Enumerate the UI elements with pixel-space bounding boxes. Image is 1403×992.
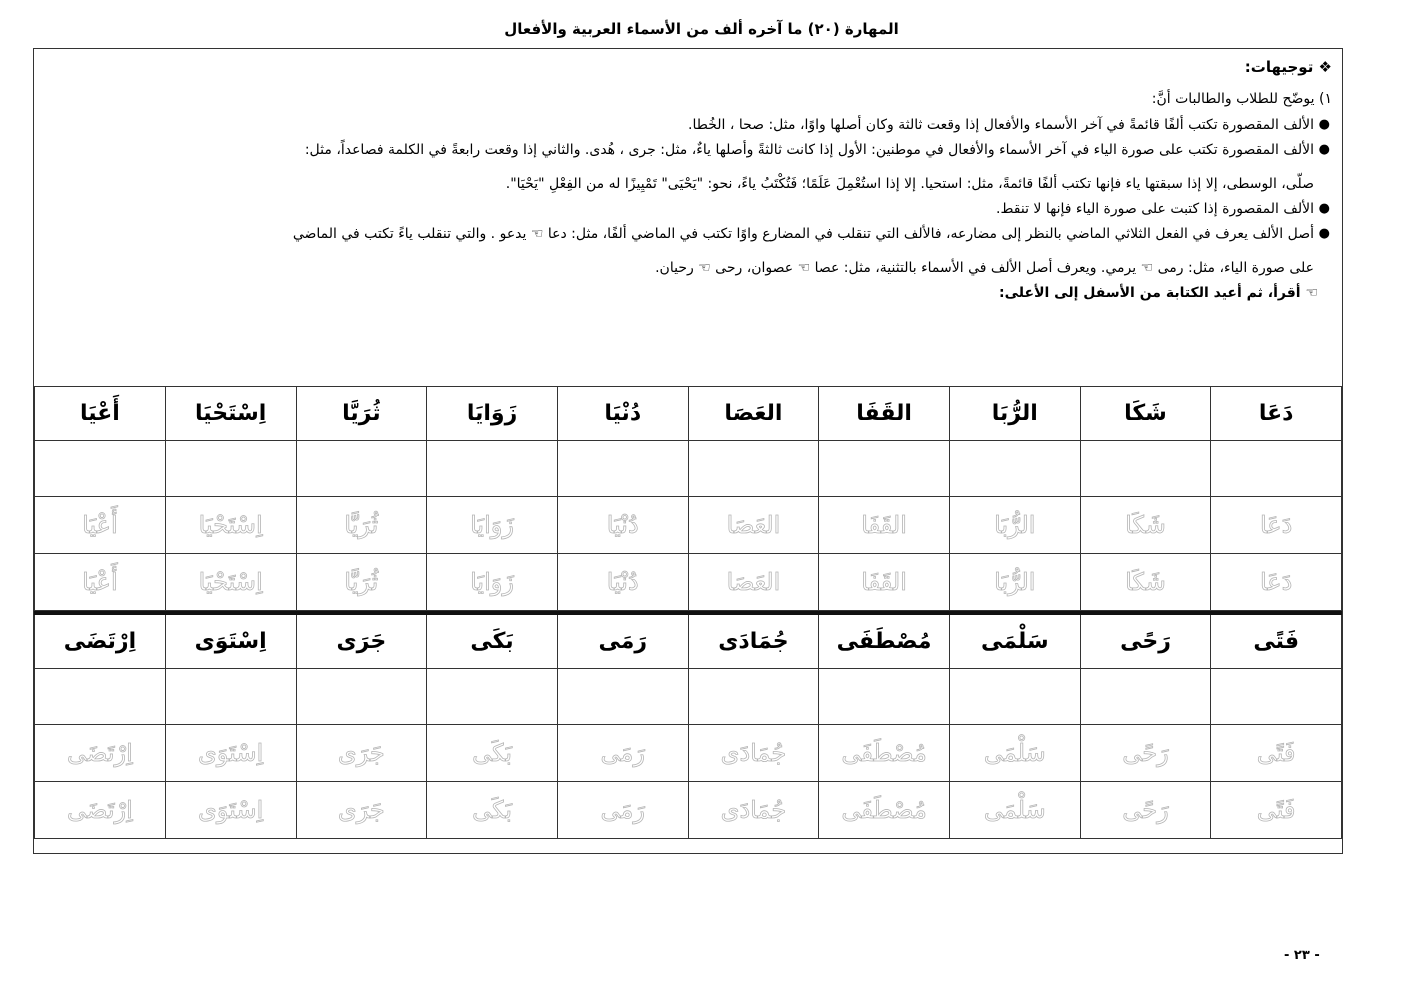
trace-cell[interactable] xyxy=(427,554,558,611)
trace-cell[interactable] xyxy=(296,554,427,611)
word-cell: اِسْتَحْيَا xyxy=(165,387,296,441)
trace-cell[interactable] xyxy=(819,554,950,611)
trace-word: اِسْتَحْيَا xyxy=(198,511,263,539)
trace-cell[interactable] xyxy=(949,497,1080,554)
trace-word: دَعَا xyxy=(1259,568,1293,596)
trace-cell[interactable] xyxy=(688,725,819,782)
trace-cell[interactable] xyxy=(427,497,558,554)
rule-text-2-line2: صلّى، الوسطى، إلا إذا سبقتها ياء فإنها تكتب ألفًا قائمةً، مثل: استحيا. إلا إذا استُعْمِلَ عَلَمًا؛ فَتُكْتَبُ ياءً، نحو: "يَحْيَى" تَمْيِيزًا له من الفِعْلِ "يَحْيَا". xyxy=(505,176,1314,192)
trace-word: رَمَى xyxy=(600,796,645,824)
trace-word: أَعْيَا xyxy=(82,511,118,539)
trace-row xyxy=(35,782,1342,839)
trace-cell[interactable] xyxy=(1211,497,1342,554)
instructions-section xyxy=(34,49,1342,386)
writing-cell[interactable] xyxy=(1080,669,1211,725)
writing-row xyxy=(35,669,1342,725)
word-cell: فَتًى xyxy=(1211,613,1342,669)
trace-cell[interactable] xyxy=(35,782,166,839)
trace-word: اِرْتَضَى xyxy=(67,739,133,767)
trace-cell[interactable] xyxy=(35,554,166,611)
bullet-dot-icon: ● xyxy=(1318,226,1330,241)
trace-word: زَوَايَا xyxy=(470,568,514,596)
bullet-dot-icon: ● xyxy=(1318,117,1330,132)
trace-row xyxy=(35,725,1342,782)
trace-word: زَوَايَا xyxy=(470,511,514,539)
writing-cell[interactable] xyxy=(165,441,296,497)
trace-cell[interactable] xyxy=(819,725,950,782)
word-cell: سَلْمَى xyxy=(949,613,1080,669)
rule-text-3: الألف المقصورة إذا كتبت على صورة الياء فإنها لا تنقط. xyxy=(996,201,1314,217)
trace-word: مُصْطَفَى xyxy=(841,739,927,767)
writing-cell[interactable] xyxy=(688,669,819,725)
writing-cell[interactable] xyxy=(557,669,688,725)
trace-word: شَكَا xyxy=(1125,568,1166,596)
worksheet-frame xyxy=(33,48,1343,854)
exercise-prompt: ☜ أقرأ، ثم أعيد الكتابة من الأسفل إلى الأعلى: xyxy=(999,285,1318,301)
trace-cell[interactable] xyxy=(688,554,819,611)
bullet-dot-icon: ● xyxy=(1318,201,1330,216)
word-cell: مُصْطَفَى xyxy=(819,613,950,669)
trace-word: اِسْتَوَى xyxy=(198,739,264,767)
rule-bullet-2 xyxy=(44,140,1332,194)
writing-cell[interactable] xyxy=(557,441,688,497)
trace-cell[interactable] xyxy=(35,497,166,554)
trace-cell[interactable] xyxy=(557,554,688,611)
trace-cell[interactable] xyxy=(557,497,688,554)
rule-text-4-line2: على صورة الياء، مثل: رمى ☜ يرمي. ويعرف أصل الألف في الأسماء بالتثنية، مثل: عصا ☜ عصوان، رحى ☜ رحيان. xyxy=(655,260,1314,276)
trace-word: القَفَا xyxy=(861,511,907,539)
instructions-heading: ❖ توجيهات: xyxy=(1244,58,1332,76)
word-cell: رَمَى xyxy=(557,613,688,669)
trace-cell[interactable] xyxy=(296,782,427,839)
page-title: المهارة (٢٠) ما آخره ألف من الأسماء العربية والأفعال xyxy=(504,20,899,38)
trace-word: الرُّبَا xyxy=(994,568,1036,596)
trace-cell[interactable] xyxy=(296,497,427,554)
rule-text-1: الألف المقصورة تكتب ألفًا قائمةً في آخر الأسماء والأفعال إذا وقعت ثالثة وكان أصلها واوًا، مثل: صحا ، الخُطا. xyxy=(688,117,1314,133)
trace-cell[interactable] xyxy=(165,782,296,839)
word-cell: القَفَا xyxy=(819,387,950,441)
trace-word: القَفَا xyxy=(861,568,907,596)
trace-word: العَصَا xyxy=(726,568,781,596)
trace-word: دَعَا xyxy=(1259,511,1293,539)
writing-cell[interactable] xyxy=(35,441,166,497)
trace-word: رَحًى xyxy=(1122,796,1169,824)
trace-cell[interactable] xyxy=(1080,497,1211,554)
trace-row xyxy=(35,497,1342,554)
word-cell: جُمَادَى xyxy=(688,613,819,669)
trace-word: رَحًى xyxy=(1122,739,1169,767)
word-cell: زَوَايَا xyxy=(427,387,558,441)
trace-word: دُنْيَا xyxy=(606,568,639,596)
trace-cell[interactable] xyxy=(165,725,296,782)
trace-cell[interactable] xyxy=(427,725,558,782)
trace-cell[interactable] xyxy=(165,497,296,554)
trace-cell[interactable] xyxy=(949,725,1080,782)
writing-cell[interactable] xyxy=(819,441,950,497)
trace-cell[interactable] xyxy=(557,725,688,782)
word-cell: جَرَى xyxy=(296,613,427,669)
writing-cell[interactable] xyxy=(1211,441,1342,497)
bullet-dot-icon: ● xyxy=(1318,142,1330,157)
writing-cell[interactable] xyxy=(819,669,950,725)
trace-cell[interactable] xyxy=(688,782,819,839)
writing-cell[interactable] xyxy=(1211,669,1342,725)
trace-word: فَتًى xyxy=(1256,739,1296,767)
writing-cell[interactable] xyxy=(165,669,296,725)
word-cell: اِرْتَضَى xyxy=(35,613,166,669)
rule-text-4-line1: أصل الألف يعرف في الفعل الثلاثي الماضي بالنظر إلى مضارعه، فالألف التي تنقلب في المضارع واوًا تكتب في الماضي ألفًا، مثل: دعا ☜ يدعو . والتي تنقلب ياءً تكتب في الماضي xyxy=(292,226,1314,242)
writing-cell[interactable] xyxy=(427,669,558,725)
trace-cell[interactable] xyxy=(1080,782,1211,839)
writing-cell[interactable] xyxy=(296,669,427,725)
word-cell: شَكَا xyxy=(1080,387,1211,441)
writing-cell[interactable] xyxy=(35,669,166,725)
trace-cell[interactable] xyxy=(296,725,427,782)
trace-word: فَتًى xyxy=(1256,796,1296,824)
trace-cell[interactable] xyxy=(819,782,950,839)
trace-cell[interactable] xyxy=(1211,554,1342,611)
word-cell: أَعْيَا xyxy=(35,387,166,441)
writing-cell[interactable] xyxy=(949,669,1080,725)
instructions-intro: ١) يوضّح للطلاب والطالبات أنَّ: xyxy=(1151,91,1332,107)
trace-cell[interactable] xyxy=(1211,725,1342,782)
rule-text-2-line1: الألف المقصورة تكتب على صورة الياء في آخر الأسماء والأفعال في موطنين: الأول إذا كانت ثالثةً وأصلها ياءٌ، مثل: جرى ، هُدى. والثاني إذا وقعت رابعةً في الكلمة فصاعداً، مثل: xyxy=(304,142,1314,158)
trace-word: سَلْمَى xyxy=(983,739,1046,767)
word-cell: دُنْيَا xyxy=(557,387,688,441)
trace-word: جُمَادَى xyxy=(720,739,787,767)
trace-word: بَكَى xyxy=(472,796,512,824)
practice-table-1 xyxy=(34,386,1342,611)
word-cell: اِسْتَوَى xyxy=(165,613,296,669)
rule-bullet-1 xyxy=(44,115,1332,135)
trace-word: جُمَادَى xyxy=(720,796,787,824)
trace-word: سَلْمَى xyxy=(983,796,1046,824)
trace-cell[interactable] xyxy=(557,782,688,839)
word-cell: الرُّبَا xyxy=(949,387,1080,441)
rule-bullet-4 xyxy=(44,224,1332,278)
writing-cell[interactable] xyxy=(296,441,427,497)
word-cell: رَحًى xyxy=(1080,613,1211,669)
trace-word: رَمَى xyxy=(600,739,645,767)
writing-cell[interactable] xyxy=(427,441,558,497)
trace-cell[interactable] xyxy=(427,782,558,839)
trace-word: جَرَى xyxy=(337,739,385,767)
trace-word: اِسْتَوَى xyxy=(198,796,264,824)
practice-table-2 xyxy=(34,611,1342,839)
trace-word: دُنْيَا xyxy=(606,511,639,539)
practice-tables xyxy=(34,386,1342,839)
trace-cell[interactable] xyxy=(819,497,950,554)
word-cell: بَكَى xyxy=(427,613,558,669)
writing-cell[interactable] xyxy=(688,441,819,497)
trace-word: اِسْتَحْيَا xyxy=(198,568,263,596)
trace-cell[interactable] xyxy=(1080,725,1211,782)
word-row xyxy=(35,613,1342,669)
writing-cell[interactable] xyxy=(1080,441,1211,497)
word-row xyxy=(35,387,1342,441)
trace-word: بَكَى xyxy=(472,739,512,767)
word-cell: دَعَا xyxy=(1211,387,1342,441)
trace-word: الرُّبَا xyxy=(994,511,1036,539)
trace-word: شَكَا xyxy=(1125,511,1166,539)
trace-cell[interactable] xyxy=(949,554,1080,611)
trace-word: ثُرَيَّا xyxy=(344,568,379,596)
trace-cell[interactable] xyxy=(688,497,819,554)
rule-bullet-3 xyxy=(44,199,1332,219)
trace-cell[interactable] xyxy=(949,782,1080,839)
trace-cell[interactable] xyxy=(1211,782,1342,839)
writing-cell[interactable] xyxy=(949,441,1080,497)
trace-word: أَعْيَا xyxy=(82,568,118,596)
trace-word: العَصَا xyxy=(726,511,781,539)
trace-word: اِرْتَضَى xyxy=(67,796,133,824)
trace-cell[interactable] xyxy=(1080,554,1211,611)
word-cell: العَصَا xyxy=(688,387,819,441)
trace-word: مُصْطَفَى xyxy=(841,796,927,824)
trace-word: ثُرَيَّا xyxy=(344,511,379,539)
word-cell: ثُرَيَّا xyxy=(296,387,427,441)
trace-word: جَرَى xyxy=(337,796,385,824)
page-number: - ٢٣ - xyxy=(1284,948,1320,963)
writing-row xyxy=(35,441,1342,497)
trace-cell[interactable] xyxy=(35,725,166,782)
trace-cell[interactable] xyxy=(165,554,296,611)
trace-row xyxy=(35,554,1342,611)
